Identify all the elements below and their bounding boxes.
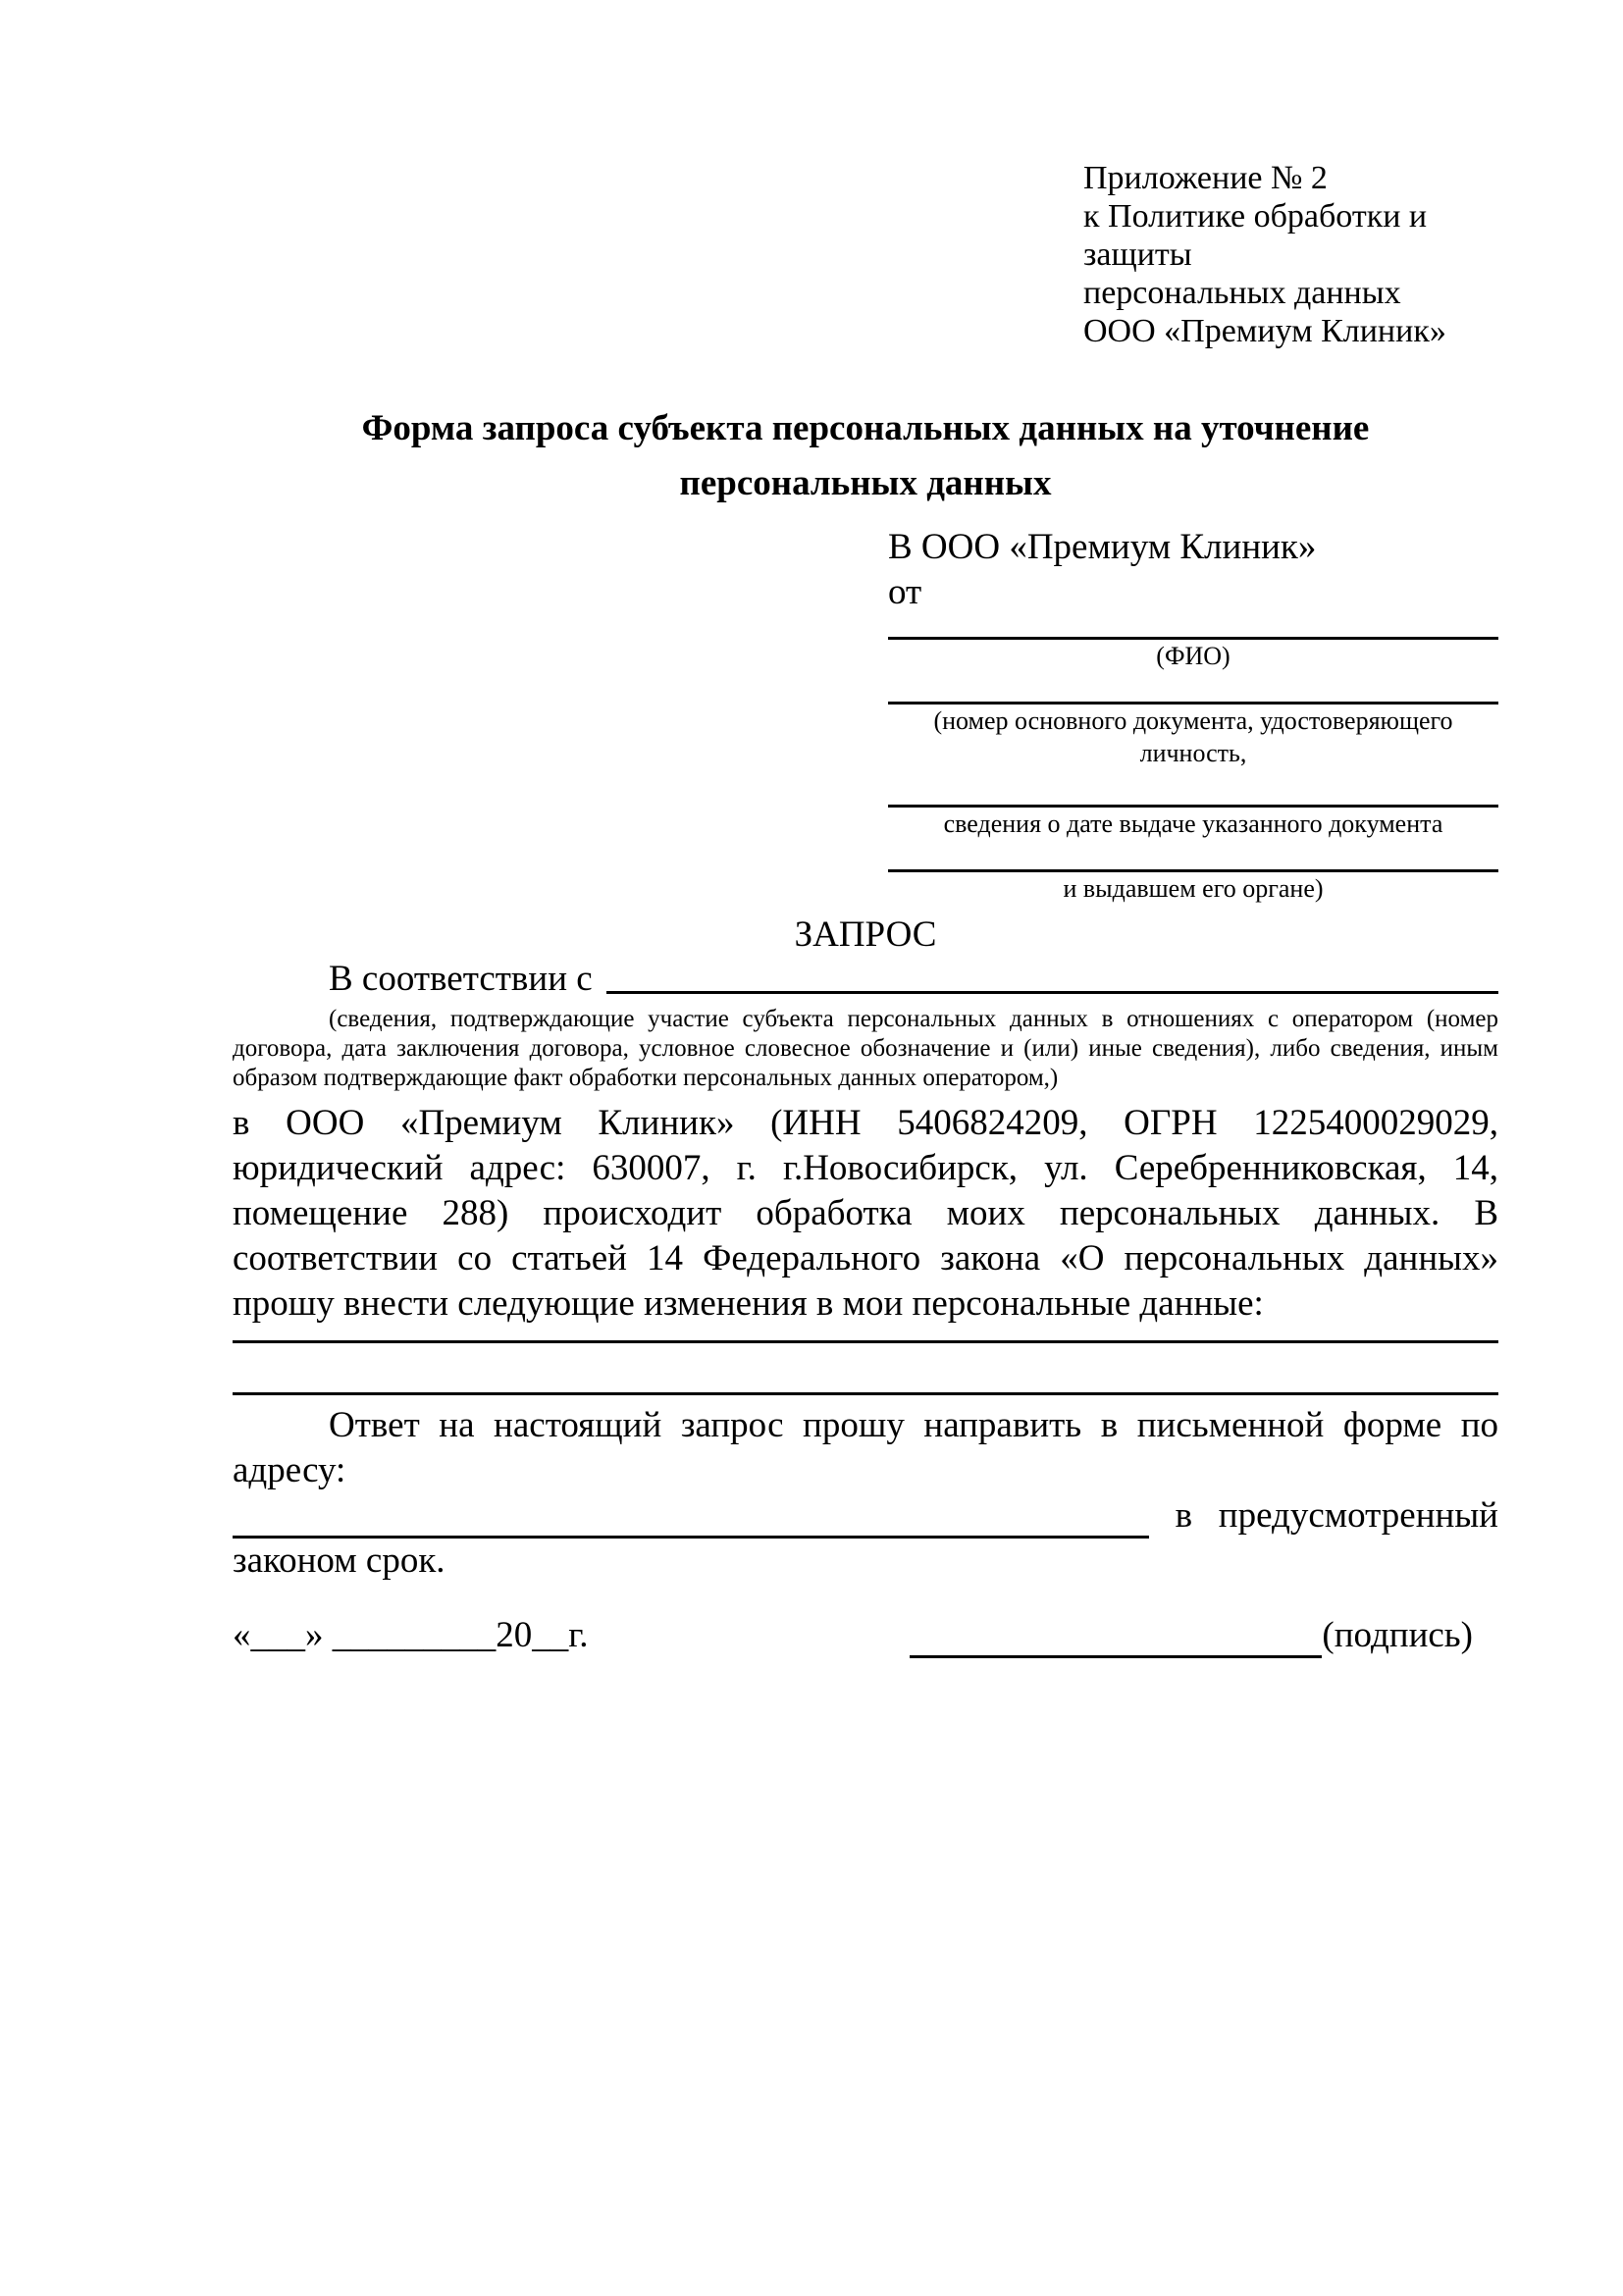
- signature-group: [910, 1613, 1473, 1658]
- fio-input-line[interactable]: [888, 615, 1498, 640]
- reply-address-sentence: Ответ на настоящий запрос прошу направить в письменной форме по адресу:: [233, 1405, 1498, 1490]
- doc-issue-date-caption: сведения о дате выдаче указанного документа: [943, 809, 1443, 838]
- reply-closing: законом срок.: [233, 1540, 445, 1581]
- reply-tail-word: предусмотренный: [1218, 1495, 1498, 1536]
- date-signature-row: [233, 1613, 1498, 1658]
- basis-row: [233, 958, 1498, 1001]
- doc-issuer-caption: и выдавшем его органе): [1063, 874, 1324, 903]
- doc-issuer-input-line[interactable]: [888, 840, 1498, 872]
- appendix-block: [1083, 159, 1498, 350]
- reply-tail-word: в: [1175, 1495, 1193, 1536]
- page-title-line: персональных данных: [679, 463, 1052, 503]
- addressee-block: [888, 525, 1498, 905]
- page-title: [233, 401, 1498, 511]
- appendix-line: к Политике обработки и защиты: [1083, 198, 1428, 273]
- basis-input-line[interactable]: [606, 962, 1498, 994]
- fio-caption: (ФИО): [1156, 642, 1230, 670]
- doc-number-input-line[interactable]: [888, 672, 1498, 704]
- changes-input-line-1[interactable]: [233, 1327, 1498, 1343]
- basis-caption: (сведения, подтверждающие участие субъекта персональных данных в отношениях с оператором (номер договора, дата заключения договора, условное словесное обозначение и (или) иные сведения), либо сведения, иным образом подтверждающие факт обработки персональных данных оператором,): [233, 1006, 1498, 1091]
- page-title-line: Форма запроса субъекта персональных данных на уточнение: [361, 408, 1370, 448]
- addressee-to: В ООО «Премиум Клиник»: [888, 527, 1317, 567]
- changes-input-line-2[interactable]: [233, 1343, 1498, 1395]
- signature-caption: (подпись): [1322, 1615, 1473, 1655]
- signature-input-line[interactable]: [910, 1618, 1322, 1658]
- appendix-line: Приложение № 2: [1083, 160, 1328, 196]
- reply-address-row: [233, 1493, 1498, 1539]
- request-heading: ЗАПРОС: [794, 914, 937, 955]
- addressee-from-label: от: [888, 572, 922, 612]
- date-field[interactable]: «___» _________20__г.: [233, 1615, 589, 1655]
- request-body-paragraph: в ООО «Премиум Клиник» (ИНН 5406824209, ОГРН 1225400029029, юридический адрес: 630007, г. г.Новосибирск, ул. Серебренниковская, 14, помещение 288) происходит обработка моих персональных данных. В соответствии со статьей 14 Федерального закона «О персональных данных» прошу внести следующие изменения в мои персональные данные:: [233, 1103, 1498, 1324]
- basis-label: В соответствии с: [329, 959, 593, 999]
- appendix-line: персональных данных: [1083, 275, 1401, 311]
- doc-issue-date-input-line[interactable]: [888, 769, 1498, 808]
- address-input-line[interactable]: [233, 1498, 1149, 1539]
- doc-number-caption: (номер основного документа, удостоверяющего личность,: [933, 706, 1453, 767]
- appendix-line: ООО «Премиум Клиник»: [1083, 313, 1446, 349]
